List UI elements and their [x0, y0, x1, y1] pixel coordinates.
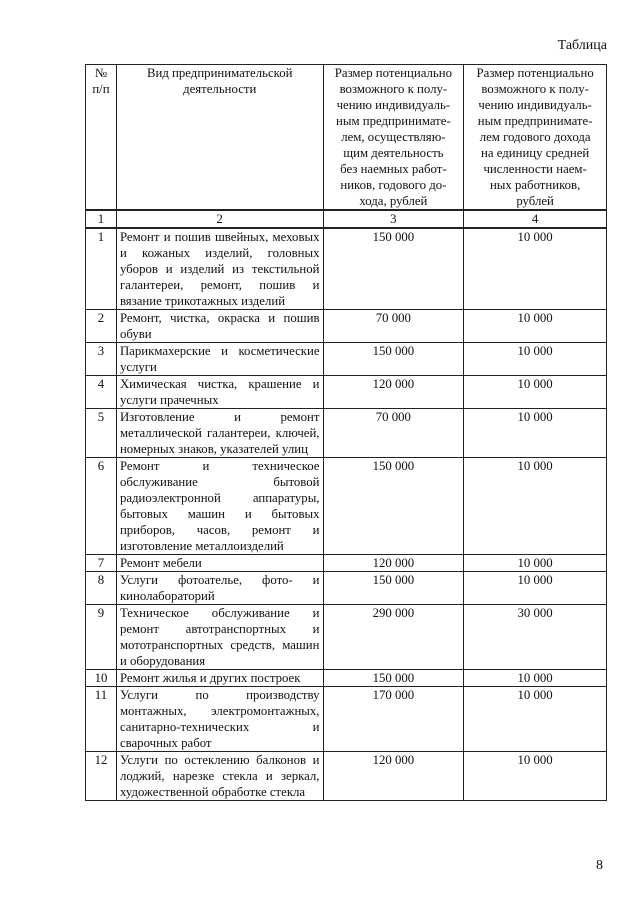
column-number: 2: [116, 210, 323, 228]
income-table: [85, 64, 607, 801]
row-number: 10: [86, 670, 117, 687]
row-number: 5: [86, 409, 117, 458]
activity-name: Изготовление и ремонт металлической галантереи, ключей, номерных знаков, указателей улиц: [116, 409, 323, 458]
table-row: [86, 409, 607, 458]
activity-name: Ремонт и техническое обслуживание бытовой радиоэлектронной аппаратуры, бытовых машин и бытовых приборов, часов, ремонт и изготовление металлоизделий: [116, 458, 323, 555]
table-row: [86, 687, 607, 752]
income-no-staff: 150 000: [323, 572, 464, 605]
column-number-row: [86, 210, 607, 228]
row-number: 1: [86, 228, 117, 310]
row-number: 7: [86, 555, 117, 572]
income-no-staff: 150 000: [323, 670, 464, 687]
income-no-staff: 70 000: [323, 310, 464, 343]
income-per-worker: 10 000: [464, 228, 607, 310]
table-row: [86, 572, 607, 605]
table-body: [86, 228, 607, 801]
income-per-worker: 10 000: [464, 670, 607, 687]
income-per-worker: 10 000: [464, 343, 607, 376]
income-per-worker: 10 000: [464, 458, 607, 555]
table-caption: Таблица: [557, 38, 607, 53]
row-number: 9: [86, 605, 117, 670]
income-per-worker: 10 000: [464, 376, 607, 409]
income-no-staff: 290 000: [323, 605, 464, 670]
row-number: 2: [86, 310, 117, 343]
activity-name: Ремонт и пошив швейных, меховых и кожаных изделий, головных уборов и изделий из текстильной галантереи, ремонт, пошив и вязание трикотажных изделий: [116, 228, 323, 310]
income-no-staff: 120 000: [323, 752, 464, 801]
header-row: [86, 65, 607, 211]
table-row: [86, 555, 607, 572]
activity-name: Ремонт жилья и других построек: [116, 670, 323, 687]
income-no-staff: 170 000: [323, 687, 464, 752]
header-number: № п/п: [86, 65, 117, 211]
income-no-staff: 150 000: [323, 458, 464, 555]
header-activity: Вид предпринимательской деятельности: [116, 65, 323, 211]
header-income-no-staff: Размер потенциально возможного к полу- чению индивидуаль- ным предпринимате- лем, осуществляю- щим деятельность без наемных работ- ников, годового до- хода, рублей: [323, 65, 464, 211]
income-per-worker: 10 000: [464, 310, 607, 343]
table-row: [86, 670, 607, 687]
activity-name: Химическая чистка, крашение и услуги прачечных: [116, 376, 323, 409]
table-row: [86, 310, 607, 343]
income-per-worker: 10 000: [464, 409, 607, 458]
income-per-worker: 10 000: [464, 687, 607, 752]
row-number: 4: [86, 376, 117, 409]
row-number: 11: [86, 687, 117, 752]
table-row: [86, 605, 607, 670]
row-number: 3: [86, 343, 117, 376]
row-number: 6: [86, 458, 117, 555]
income-no-staff: 120 000: [323, 555, 464, 572]
header-income-per-worker: Размер потенциально возможного к полу- чению индивидуаль- ным предпринимате- лем годового дохода на единицу средней численности наем- ных работников, рублей: [464, 65, 607, 211]
table-row: [86, 752, 607, 801]
activity-name: Ремонт мебели: [116, 555, 323, 572]
income-no-staff: 150 000: [323, 343, 464, 376]
activity-name: Парикмахерские и косметические услуги: [116, 343, 323, 376]
activity-name: Техническое обслуживание и ремонт автотранспортных и мототранспортных средств, машин и оборудования: [116, 605, 323, 670]
activity-name: Услуги по остеклению балконов и лоджий, нарезке стекла и зеркал, художественной обработке стекла: [116, 752, 323, 801]
activity-name: Ремонт, чистка, окраска и пошив обуви: [116, 310, 323, 343]
column-number: 3: [323, 210, 464, 228]
column-number: 4: [464, 210, 607, 228]
activity-name: Услуги по производству монтажных, электромонтажных, санитарно-технических и сварочных работ: [116, 687, 323, 752]
income-per-worker: 10 000: [464, 572, 607, 605]
income-per-worker: 10 000: [464, 752, 607, 801]
table-row: [86, 343, 607, 376]
table-row: [86, 458, 607, 555]
income-no-staff: 150 000: [323, 228, 464, 310]
page-number: 8: [596, 858, 603, 873]
row-number: 8: [86, 572, 117, 605]
income-per-worker: 10 000: [464, 555, 607, 572]
table-row: [86, 376, 607, 409]
row-number: 12: [86, 752, 117, 801]
income-per-worker: 30 000: [464, 605, 607, 670]
income-no-staff: 120 000: [323, 376, 464, 409]
activity-name: Услуги фотоателье, фото- и кинолабораторий: [116, 572, 323, 605]
income-no-staff: 70 000: [323, 409, 464, 458]
table-row: [86, 228, 607, 310]
column-number: 1: [86, 210, 117, 228]
